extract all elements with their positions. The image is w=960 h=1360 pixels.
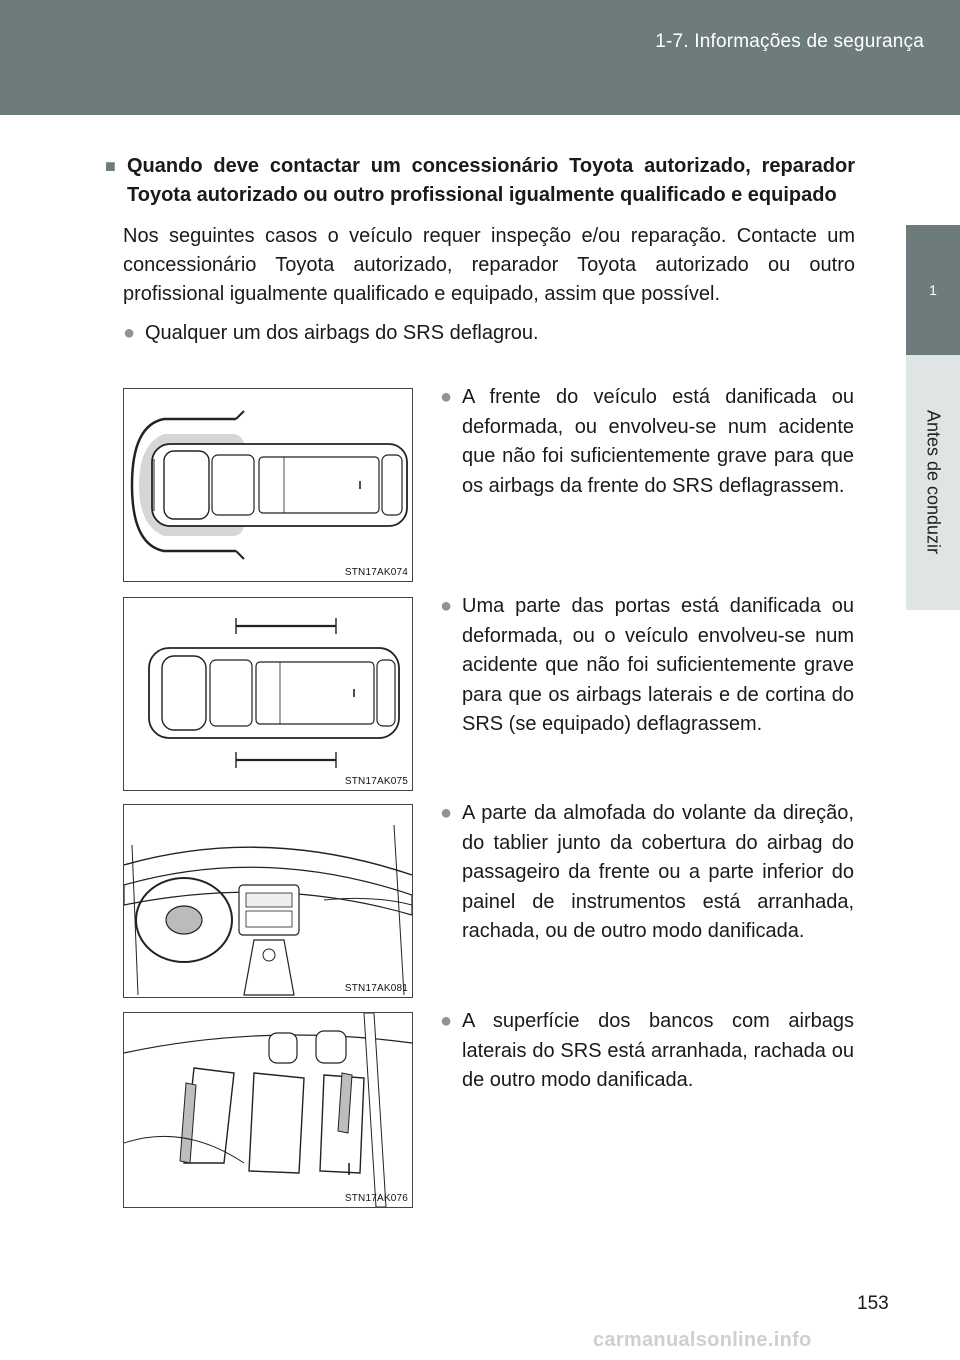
car-top-view-front-illustration [124, 389, 412, 581]
figure-seats [123, 1012, 413, 1208]
bullet-text: A superfície dos bancos com airbags laterais do SRS está arranhada, rachada ou de outro modo danificada. [462, 1010, 854, 1091]
round-bullet-icon: ● [440, 386, 453, 408]
chapter-label: Antes de conduzir [923, 409, 944, 555]
figure-front-damage [123, 388, 413, 582]
main-section [105, 152, 855, 348]
seats-illustration [124, 1013, 412, 1207]
bullet-front-damage [440, 383, 854, 501]
chapter-tab [906, 225, 960, 355]
bullet-text: Qualquer um dos airbags do SRS deflagrou. [145, 322, 539, 344]
chapter-number: 1 [929, 282, 937, 298]
round-bullet-icon: ● [440, 1010, 453, 1032]
bullet-text: Uma parte das portas está danificada ou deformada, ou o veículo envolveu-se num acidente que não foi suficientemente grave para que os airbags laterais e de cortina do SRS (se equipado) deflagrassem. [462, 595, 854, 735]
round-bullet-icon: ● [440, 595, 453, 617]
heading-text: Quando deve contactar um concessionário Toyota autorizado, reparador Toyota autorizado ou outro profissional igualmente qualificado e equipado [127, 155, 855, 206]
figure-code: STN17AK075 [344, 776, 408, 787]
square-bullet-icon: ■ [105, 156, 116, 176]
figure-dashboard [123, 804, 413, 998]
round-bullet-icon: ● [123, 322, 136, 344]
figure-door-damage [123, 597, 413, 791]
bullet-seat-damage [440, 1007, 854, 1096]
figure-code: STN17AK081 [344, 983, 408, 994]
figure-code: STN17AK074 [344, 567, 408, 578]
section-title: 1-7. Informações de segurança [655, 31, 924, 52]
bullet-text: A frente do veículo está danificada ou deformada, ou envolveu-se num acidente que não foi suficientemente grave para que os airbags da frente do SRS deflagrassem. [462, 386, 854, 497]
dashboard-illustration [124, 805, 412, 997]
bullet-door-damage [440, 592, 854, 740]
bullet-airbags-deployed [123, 319, 855, 348]
bullet-dashboard-damage [440, 799, 854, 947]
car-top-view-side-illustration [124, 598, 412, 790]
watermark: carmanualsonline.info [593, 1329, 812, 1351]
intro-paragraph: Nos seguintes casos o veículo requer inspeção e/ou reparação. Contacte um concessionário Toyota autorizado, reparador Toyota autorizado ou outro profissional igualmente qualificado e equipado, assim que possível. [123, 225, 855, 305]
round-bullet-icon: ● [440, 802, 453, 824]
section-heading [105, 152, 855, 210]
page-number: 153 [857, 1293, 889, 1314]
figure-code: STN17AK076 [344, 1193, 408, 1204]
header-bar [0, 0, 960, 115]
bullet-text: A parte da almofada do volante da direção, do tablier junto da cobertura do airbag do passageiro da frente ou a parte inferior do painel de instrumentos está arranhada, rachada, ou de outro modo danificada. [462, 802, 854, 942]
